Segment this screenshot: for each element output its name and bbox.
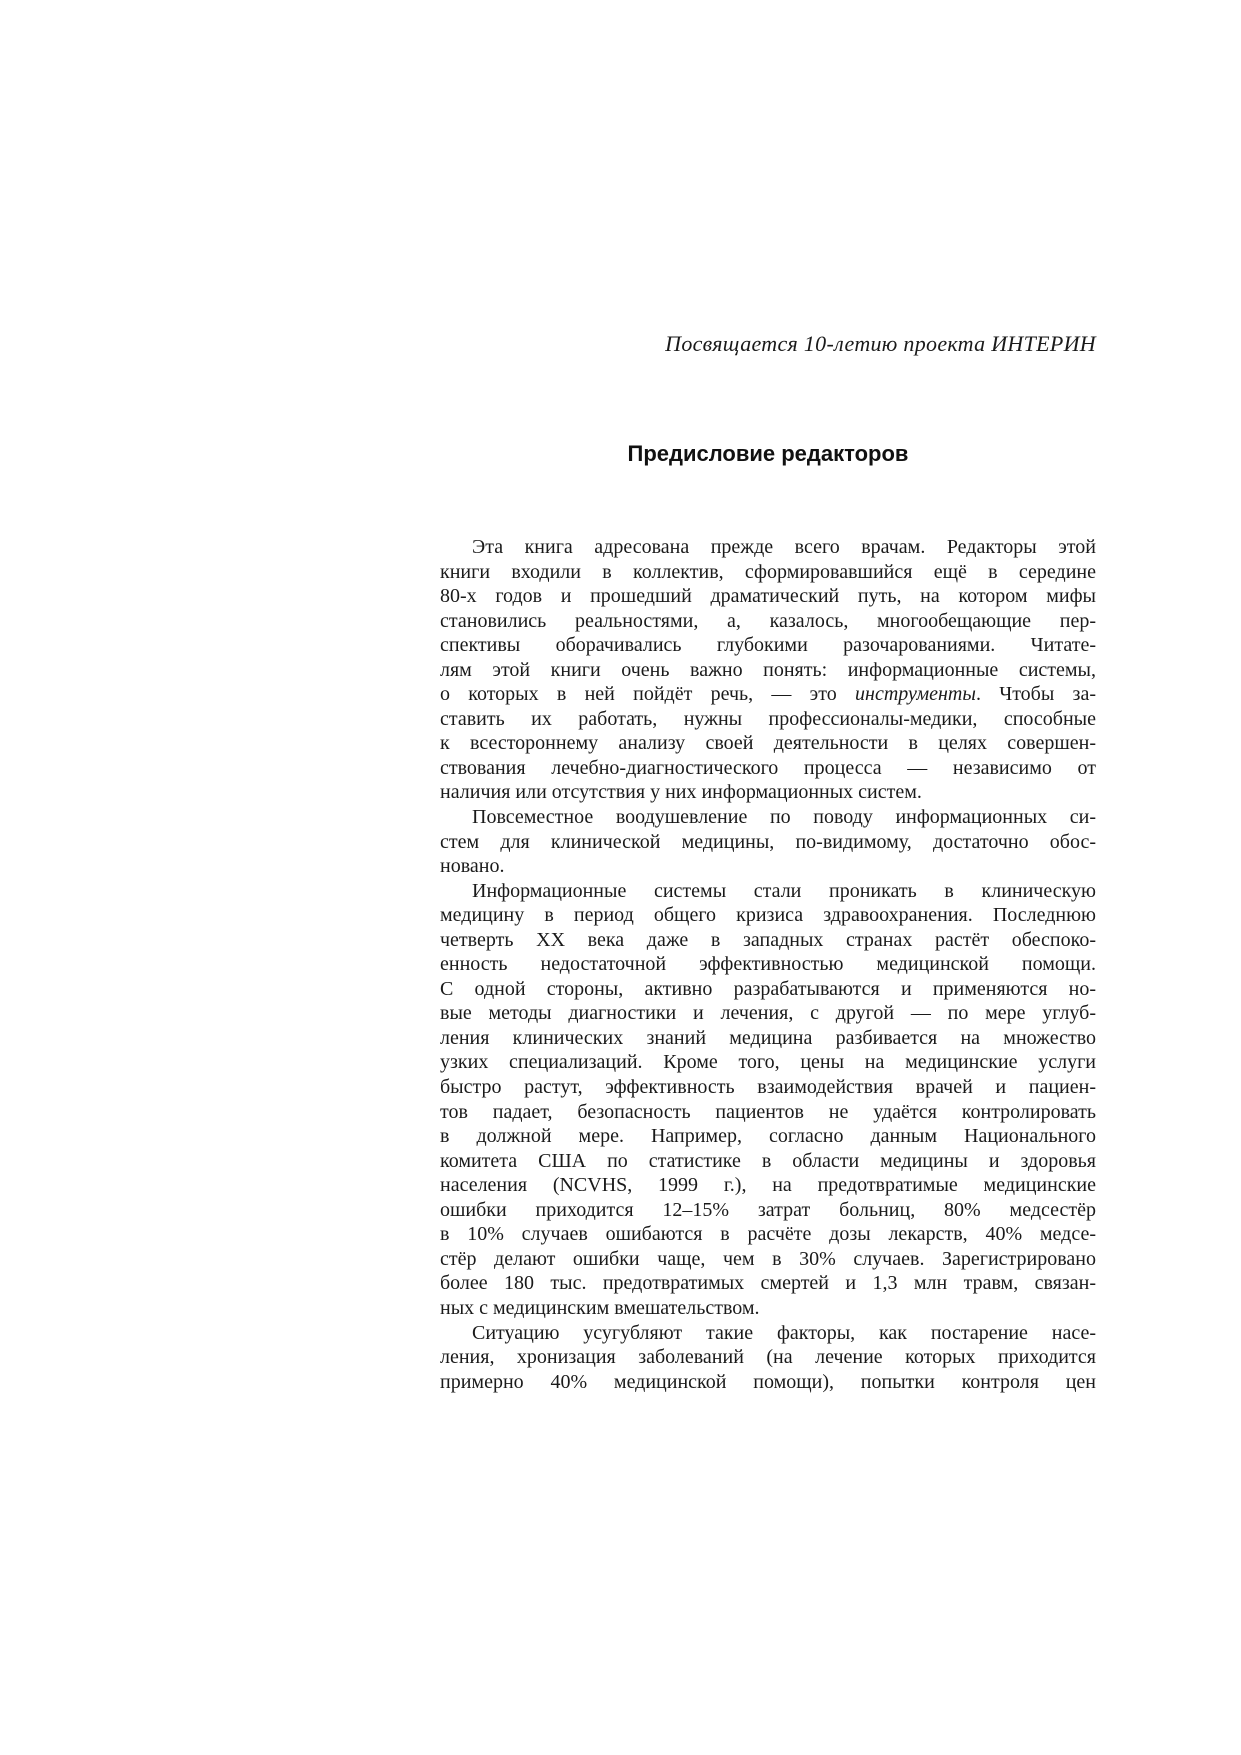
text-line: ления, хронизация заболеваний (на лечение которых приходится [440, 1346, 1096, 1369]
text-line: Ситуацию усугубляют такие факторы, как постарение насе- [472, 1321, 1096, 1344]
text-line: вые методы диагностики и лечения, с другой — по мере углуб- [440, 1002, 1096, 1025]
text-line: С одной стороны, активно разрабатываются и применяются но- [440, 977, 1096, 1000]
text-line: стёр делают ошибки чаще, чем в 30% случаев. Зарегистрировано [440, 1247, 1096, 1270]
text-line: к всестороннему анализу своей деятельности в целях совершен- [440, 732, 1096, 755]
text-line: спективы оборачивались глубокими разочарованиями. Читате- [440, 634, 1096, 657]
paragraph [440, 535, 1096, 805]
text-line: узких специализаций. Кроме того, цены на медицинские услуги [440, 1051, 1096, 1074]
text-line: медицину в период общего кризиса здравоохранения. Последнюю [440, 904, 1096, 927]
text-line: комитета США по статистике в области медицины и здоровья [440, 1149, 1096, 1172]
paragraph [440, 1321, 1096, 1395]
text-line: Эта книга адресована прежде всего врачам. Редакторы этой [472, 536, 1096, 558]
text-line: ставить их работать, нужны профессионалы-медики, способные [440, 707, 1096, 730]
text-line: книги входили в коллектив, сформировавшийся ещё в середине [440, 560, 1096, 583]
text-line: ствования лечебно-диагностического процесса — независимо от [440, 756, 1096, 779]
text-segment: о которых в ней пойдёт речь, — это [440, 683, 856, 706]
text-line: новано. [440, 855, 505, 878]
text-line: ошибки приходится 12–15% затрат больниц, 80% медсестёр [440, 1198, 1096, 1221]
text-line: становились реальностями, а, казалось, многообещающие пер- [440, 609, 1096, 632]
text-line: Информационные системы стали проникать в клиническую [472, 879, 1096, 902]
text-line [440, 682, 1096, 707]
text-line: в должной мере. Например, согласно данным Национального [440, 1125, 1096, 1148]
text-line: более 180 тыс. предотвратимых смертей и 1,3 млн травм, связан- [440, 1272, 1096, 1295]
text-line: стем для клинической медицины, по-видимому, достаточно обос- [440, 830, 1096, 853]
text-line: ления клинических знаний медицина разбивается на множество [440, 1026, 1096, 1049]
text-line: Повсеместное воодушевление по поводу информационных си- [472, 806, 1096, 829]
paragraph [440, 805, 1096, 879]
text-line: четверть XX века даже в западных странах растёт обеспоко- [440, 928, 1096, 951]
text-segment: . Чтобы за- [975, 683, 1096, 706]
text-line: примерно 40% медицинской помощи), попытки контроля цен [440, 1370, 1096, 1393]
text-line: в 10% случаев ошибаются в расчёте дозы лекарств, 40% медсе- [440, 1223, 1096, 1246]
section-heading: Предисловие редакторов [627, 441, 909, 466]
text-line: лям этой книги очень важно понять: информационные системы, [440, 658, 1096, 681]
text-line: наличия или отсутствия у них информационных систем. [440, 781, 922, 804]
text-line: 80-х годов и прошедший драматический путь, на котором мифы [440, 585, 1096, 608]
emphasis-text: инструменты [855, 683, 976, 706]
paragraph [440, 879, 1096, 1321]
text-line: населения (NCVHS, 1999 г.), на предотвратимые медицинские [440, 1174, 1096, 1197]
text-line: енность недостаточной эффективностью медицинской помощи. [440, 953, 1096, 976]
text-line: ных с медицинским вмешательством. [440, 1296, 760, 1319]
text-line: быстро растут, эффективность взаимодействия врачей и пациен- [440, 1076, 1096, 1099]
text-line: тов падает, безопасность пациентов не удаётся контролировать [440, 1100, 1096, 1123]
body-text [440, 535, 1096, 1394]
dedication: Посвящается 10-летию проекта ИНТЕРИН [665, 331, 1096, 356]
